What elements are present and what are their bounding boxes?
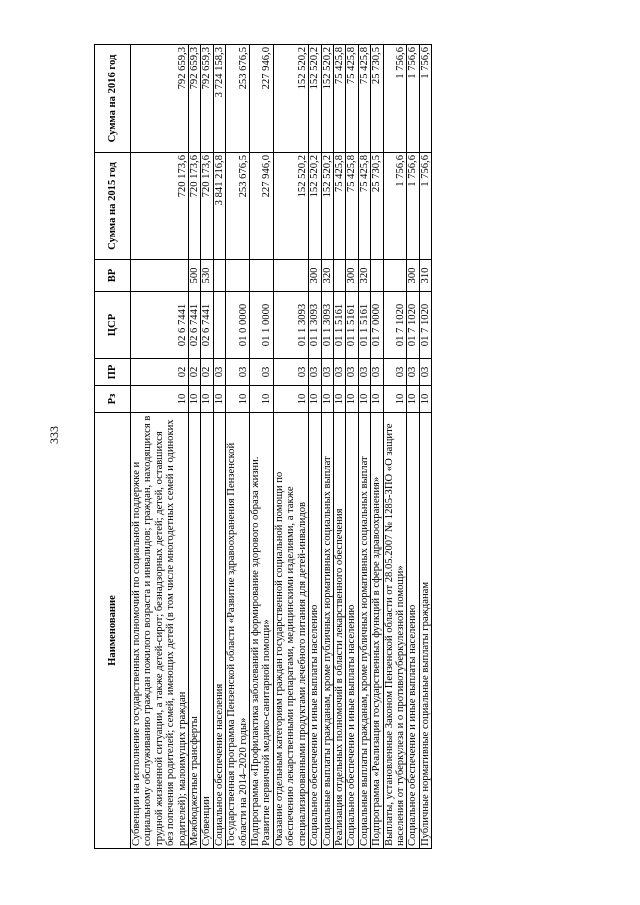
- cell-sum-2015: 227 946,0: [250, 153, 274, 260]
- header-sum-2015: Сумма на 2015 год: [95, 153, 131, 260]
- cell-rz: 10: [213, 386, 225, 413]
- cell-vr: [131, 260, 189, 292]
- rotated-page-content: [94, 45, 555, 849]
- cell-pr: 02: [189, 359, 201, 386]
- cell-rz: 10: [358, 386, 370, 413]
- cell-sum-2016: 75 425,8: [346, 45, 358, 153]
- cell-sum-2016: 25 730,5: [371, 45, 383, 153]
- cell-vr: 500: [189, 260, 201, 292]
- cell-pr: 03: [333, 359, 345, 386]
- cell-vr: 320: [358, 260, 370, 292]
- cell-rz: 10: [333, 386, 345, 413]
- cell-rz: 10: [346, 386, 358, 413]
- table-body: [131, 45, 432, 849]
- cell-vr: 300: [346, 260, 358, 292]
- table-row: [189, 45, 201, 849]
- cell-csr: 01 7 1020: [383, 292, 407, 359]
- cell-csr: 01 1 3093: [273, 292, 308, 359]
- cell-pr: 03: [407, 359, 419, 386]
- table-row: [131, 45, 189, 849]
- header-name: Наименование: [95, 413, 131, 849]
- cell-sum-2015: 1 756,6: [383, 153, 407, 260]
- cell-sum-2015: 1 756,6: [407, 153, 419, 260]
- cell-name: Социальное обеспечение населения: [213, 413, 225, 849]
- cell-rz: 10: [201, 386, 213, 413]
- cell-pr: 03: [226, 359, 250, 386]
- cell-csr: 02 6 7441: [189, 292, 201, 359]
- table-row: [371, 45, 383, 849]
- cell-sum-2015: 75 425,8: [333, 153, 345, 260]
- cell-sum-2016: 75 425,8: [333, 45, 345, 153]
- budget-table: [94, 44, 432, 849]
- cell-name: Социальное обеспечение и иные выплаты населению: [309, 413, 321, 849]
- cell-sum-2016: 75 425,8: [358, 45, 370, 153]
- cell-sum-2016: 1 756,6: [383, 45, 407, 153]
- cell-vr: [273, 260, 308, 292]
- cell-vr: [333, 260, 345, 292]
- cell-vr: [226, 260, 250, 292]
- cell-pr: 03: [273, 359, 308, 386]
- cell-csr: 01 7 1020: [419, 292, 431, 359]
- cell-name: Государственная программа Пензенской области «Развитие здравоохранения Пензенской области на 2014–2020 годы»: [226, 413, 250, 849]
- cell-sum-2015: 75 425,8: [346, 153, 358, 260]
- cell-name: Реализация отдельных полномочий в области лекарственного обеспечения: [333, 413, 345, 849]
- cell-sum-2015: 75 425,8: [358, 153, 370, 260]
- cell-rz: 10: [371, 386, 383, 413]
- cell-vr: 300: [407, 260, 419, 292]
- cell-name: Социальное обеспечение и иные выплаты населению: [407, 413, 419, 849]
- cell-name: Подпрограмма «Реализация государственных функций в сфере здравоохранения»: [371, 413, 383, 849]
- cell-sum-2015: 152 520,2: [321, 153, 333, 260]
- cell-rz: 10: [273, 386, 308, 413]
- cell-sum-2016: 152 520,2: [309, 45, 321, 153]
- cell-csr: 01 0 0000: [226, 292, 250, 359]
- cell-rz: 10: [321, 386, 333, 413]
- cell-csr: 01 1 3093: [321, 292, 333, 359]
- cell-rz: 10: [250, 386, 274, 413]
- cell-name: Социальные выплаты гражданам, кроме публичных нормативных социальных выплат: [358, 413, 370, 849]
- header-rz: Рз: [95, 386, 131, 413]
- cell-name: Выплаты, установленные Законом Пензенской области от 28.05.2007 № 1285-ЗПО «О защите населения от туберкулеза и о противотуберкулезной помощи»: [383, 413, 407, 849]
- cell-csr: 02 6 7441: [201, 292, 213, 359]
- table-row: [226, 45, 250, 849]
- cell-sum-2015: 152 520,2: [273, 153, 308, 260]
- cell-pr: 03: [250, 359, 274, 386]
- cell-sum-2016: 227 946,0: [250, 45, 274, 153]
- cell-pr: 03: [213, 359, 225, 386]
- cell-pr: 03: [358, 359, 370, 386]
- cell-name: Подпрограмма «Профилактика заболеваний и формирование здорового образа жизни. Развитие первичной медико-санитарной помощи»: [250, 413, 274, 849]
- table-row: [273, 45, 308, 849]
- header-pr: ПР: [95, 359, 131, 386]
- table-row: [321, 45, 333, 849]
- table-row: [201, 45, 213, 849]
- cell-sum-2016: 152 520,2: [321, 45, 333, 153]
- cell-csr: 01 1 0000: [250, 292, 274, 359]
- cell-sum-2015: 253 676,5: [226, 153, 250, 260]
- cell-csr: 01 7 1020: [407, 292, 419, 359]
- cell-sum-2016: 253 676,5: [226, 45, 250, 153]
- cell-vr: [250, 260, 274, 292]
- cell-csr: 02 6 7441: [131, 292, 189, 359]
- cell-csr: 01 7 0000: [371, 292, 383, 359]
- cell-sum-2016: 792 659,3: [201, 45, 213, 153]
- cell-sum-2015: 720 173,6: [131, 153, 189, 260]
- cell-sum-2016: 1 756,6: [407, 45, 419, 153]
- cell-csr: 01 1 5161: [346, 292, 358, 359]
- cell-pr: 03: [419, 359, 431, 386]
- cell-sum-2015: 3 841 216,8: [213, 153, 225, 260]
- cell-vr: 320: [321, 260, 333, 292]
- cell-name: Публичные нормативные социальные выплаты гражданам: [419, 413, 431, 849]
- header-sum-2016: Сумма на 2016 год: [95, 45, 131, 153]
- table-row: [333, 45, 345, 849]
- table-row: [250, 45, 274, 849]
- cell-sum-2015: 720 173,6: [201, 153, 213, 260]
- cell-vr: 300: [309, 260, 321, 292]
- cell-vr: [371, 260, 383, 292]
- cell-csr: 01 1 5161: [333, 292, 345, 359]
- cell-vr: [383, 260, 407, 292]
- cell-sum-2016: 3 724 158,3: [213, 45, 225, 153]
- cell-name: Субвенции: [201, 413, 213, 849]
- cell-sum-2015: 720 173,6: [189, 153, 201, 260]
- cell-vr: 530: [201, 260, 213, 292]
- header-csr: ЦСР: [95, 292, 131, 359]
- cell-vr: [213, 260, 225, 292]
- cell-csr: [213, 292, 225, 359]
- cell-csr: 01 1 5161: [358, 292, 370, 359]
- cell-pr: 03: [321, 359, 333, 386]
- cell-csr: 01 1 3093: [309, 292, 321, 359]
- cell-pr: 03: [371, 359, 383, 386]
- cell-sum-2015: 152 520,2: [309, 153, 321, 260]
- cell-rz: 10: [383, 386, 407, 413]
- cell-pr: 03: [309, 359, 321, 386]
- cell-pr: 03: [383, 359, 407, 386]
- header-vr: ВР: [95, 260, 131, 292]
- table-row: [309, 45, 321, 849]
- cell-name: Межбюджетные трансферты: [189, 413, 201, 849]
- cell-sum-2016: 792 659,3: [131, 45, 189, 153]
- cell-sum-2016: 152 520,2: [273, 45, 308, 153]
- table-row: [419, 45, 431, 849]
- cell-name: Субвенции на исполнение государственных полномочий по социальной поддержке и социальному обслуживанию граждан пожилого возраста и инвалидов; граждан, находящихся в трудной жизненной ситуации, а также детей-сирот; безнадзорных детей; детей, оставшихся без попечения родителей; семей, имеющих детей (в том числе многодетных семей и одиноких родителей); малоимущих граждан: [131, 413, 189, 849]
- cell-name: Социальное обеспечение и иные выплаты населению: [346, 413, 358, 849]
- cell-pr: 03: [346, 359, 358, 386]
- page-number: 333: [47, 426, 61, 444]
- cell-rz: 10: [419, 386, 431, 413]
- cell-sum-2015: 1 756,6: [419, 153, 431, 260]
- cell-rz: 10: [131, 386, 189, 413]
- cell-pr: 02: [131, 359, 189, 386]
- cell-sum-2016: 792 659,3: [189, 45, 201, 153]
- cell-sum-2015: 25 730,5: [371, 153, 383, 260]
- table-row: [383, 45, 407, 849]
- cell-rz: 10: [309, 386, 321, 413]
- table-header-row: [95, 45, 131, 849]
- cell-pr: 02: [201, 359, 213, 386]
- cell-sum-2016: 1 756,6: [419, 45, 431, 153]
- cell-name: Социальные выплаты гражданам, кроме публичных нормативных социальных выплат: [321, 413, 333, 849]
- cell-rz: 10: [407, 386, 419, 413]
- cell-name: Оказание отдельным категориям граждан государственной социальной помощи по обеспечению лекарственными препаратами, медицинскими изделиями, а также специализированными продуктами лечебного питания для детей-инвалидов: [273, 413, 308, 849]
- cell-rz: 10: [189, 386, 201, 413]
- cell-vr: 310: [419, 260, 431, 292]
- table-row: [407, 45, 419, 849]
- table-row: [358, 45, 370, 849]
- cell-rz: 10: [226, 386, 250, 413]
- table-row: [213, 45, 225, 849]
- table-row: [346, 45, 358, 849]
